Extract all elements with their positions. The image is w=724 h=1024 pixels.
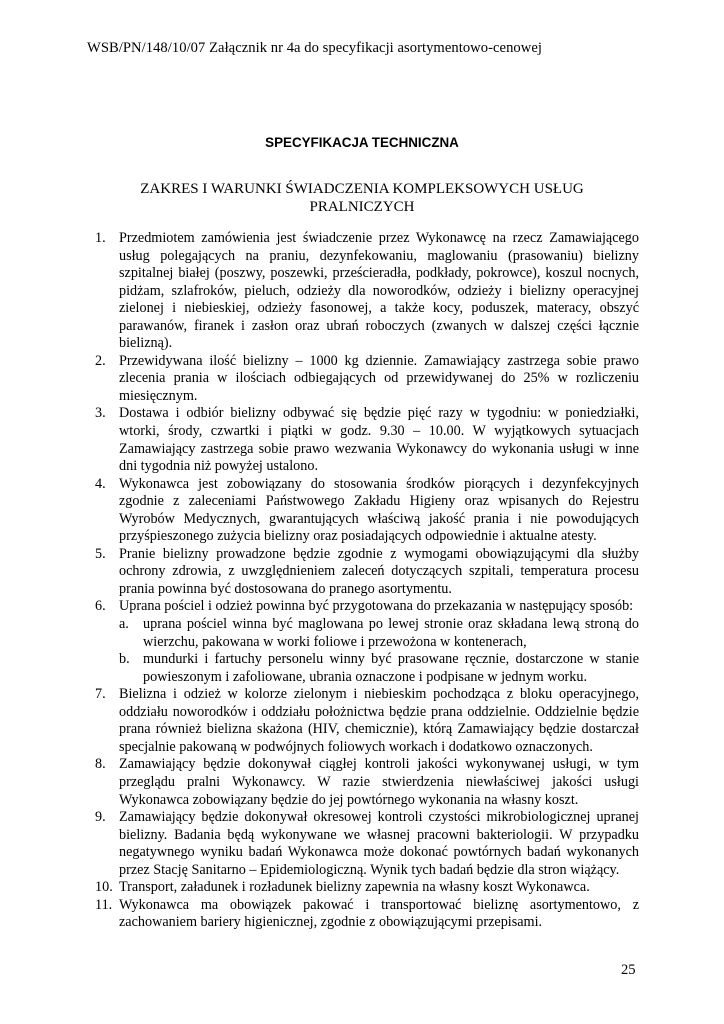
item-text: Wykonawca ma obowiązek pakować i transportować bieliznę asortymentowo, z zachowaniem bariery higienicznej, zgodnie z obowiązującymi przepisami. xyxy=(119,896,639,931)
list-item xyxy=(87,405,639,475)
item-text: Zamawiający będzie dokonywał ciągłej kontroli jakości wykonywanej usługi, w tym przeglądu pralni Wykonawcy. W razie stwierdzenia niewłaściwej jakości usługi Wykonawca zobowiązany będzie do jej powtórnego wykonania na własny koszt. xyxy=(119,756,639,808)
sub-list-item xyxy=(119,651,639,686)
list-item xyxy=(87,879,639,897)
item-number: 8. xyxy=(95,756,106,773)
sub-list-item xyxy=(119,616,639,651)
sub-item-letter: b. xyxy=(119,651,130,668)
sub-item-letter: a. xyxy=(119,616,129,633)
list-item xyxy=(87,897,639,932)
item-number: 11. xyxy=(95,896,113,913)
list-item xyxy=(87,230,639,353)
item-number: 9. xyxy=(95,809,106,826)
list-item xyxy=(87,598,639,686)
item-number: 1. xyxy=(95,230,106,246)
list-item xyxy=(87,686,639,756)
item-text: Przedmiotem zamówienia jest świadczenie przez Wykonawcę na rzecz Zamawiającego usług polegających na praniu, dezynfekowaniu, maglowaniu (prasowaniu) bielizny szpitalnej białej (poszwy, poszewki, prześcieradła, podkłady, pokrowce), koszul nocnych, pidżam, szlafroków, pieluch, odzieży dla noworodków, odzieży i bielizny operacyjnej zielonej i niebieskiej, odzieży fasonowej, a także kocy, poduszek, materacy, obszyć parawanów, firanek i zasłon oraz ubrań roboczych (zwanych w dalszej części łącznie bielizną). xyxy=(119,230,639,352)
item-text: Uprana pościel i odzież powinna być przygotowana do przekazania w następujący sposób: xyxy=(119,598,634,615)
sub-list xyxy=(119,616,639,686)
list-item xyxy=(87,476,639,546)
list-item xyxy=(87,353,639,406)
sub-item-text: mundurki i fartuchy personelu winny być prasowane ręcznie, dostarczone w stanie powieszonym i zafoliowane, ubrania oznaczone i podpisane w jednym worku. xyxy=(143,651,639,685)
item-text: Wykonawca jest zobowiązany do stosowania środków piorących i dezynfekcyjnych zgodnie z zaleceniami Państwowego Zakładu Higieny oraz wpisanych do Rejestru Wyrobów Medycznych, gwarantujących właściwą jakość prania i nie powodujących przyśpieszonego zużycia bielizny oraz posiadających odpowiednie i aktualne atesty. xyxy=(119,475,639,545)
item-text: Transport, załadunek i rozładunek bielizny zapewnia na własny koszt Wykonawca. xyxy=(119,879,590,896)
item-text: Bielizna i odzież w kolorze zielonym i niebieskim pochodząca z bloku operacyjnego, oddziału noworodków i oddziału położnictwa będzie prana oddzielnie. Oddzielnie będzie prana również bielizna skażona (HIV, chemicznie), którą Zamawiający będzie dostarczał specjalnie pakowaną w podwójnych foliowych workach i dodatkowo oznaczonych. xyxy=(119,686,639,755)
item-number: 10. xyxy=(95,879,113,896)
item-number: 6. xyxy=(95,598,106,615)
list-item xyxy=(87,809,639,879)
list-item xyxy=(87,546,639,599)
item-text: Przewidywana ilość bielizny – 1000 kg dziennie. Zamawiający zastrzega sobie prawo zlecenia prania w ilościach odbiegających od przewidywanej do 25% w rozliczeniu miesięcznym. xyxy=(119,352,639,404)
item-text: Zamawiający będzie dokonywał okresowej kontroli czystości mikrobiologicznej upranej bielizny. Badania będą wykonywane we własnej pracowni bakteriologii. W przypadku negatywnego wyniku badań Wykonawca może dokonać powtórnych badań wykonanych przez Stację Sanitarno – Epidemiologiczną. Wynik tych badań będzie dla stron wiążący. xyxy=(119,809,639,878)
sub-item-text: uprana pościel winna być maglowana po lewej stronie oraz składana lewą stroną do wierzchu, pakowana w worki foliowe i przewożona w kontenerach, xyxy=(143,616,639,650)
item-text: Dostawa i odbiór bielizny odbywać się będzie pięć razy w tygodniu: w poniedziałki, wtorki, środy, czwartki i piątki w godz. 9.30 – 10.00. W wyjątkowych sytuacjach Zamawiający zastrzega sobie prawo wezwania Wykonawcy do wykonania usługi w inne dni tygodnia niż powyżej ustalono. xyxy=(119,405,639,475)
item-number: 2. xyxy=(95,352,106,369)
list-item xyxy=(87,756,639,809)
item-number: 5. xyxy=(95,545,106,562)
item-number: 7. xyxy=(95,686,106,703)
item-number: 4. xyxy=(95,475,106,492)
document-header: WSB/PN/148/10/07 Załącznik nr 4a do specyfikacji asortymentowo-cenowej xyxy=(87,40,542,56)
document-subtitle: ZAKRES I WARUNKI ŚWIADCZENIA KOMPLEKSOWYCH USŁUG PRALNICZYCH xyxy=(140,181,584,215)
item-number: 3. xyxy=(95,405,106,422)
page-number: 25 xyxy=(621,962,636,978)
requirements-list xyxy=(87,230,639,932)
document-title: SPECYFIKACJA TECHNICZNA xyxy=(265,135,459,150)
item-text: Pranie bielizny prowadzone będzie zgodnie z wymogami obowiązującymi dla służby ochrony zdrowia, z uwzględnieniem zaleceń dotyczących szpitali, temperatura procesu prania powinna być dostosowana do pranego asortymentu. xyxy=(119,545,639,597)
